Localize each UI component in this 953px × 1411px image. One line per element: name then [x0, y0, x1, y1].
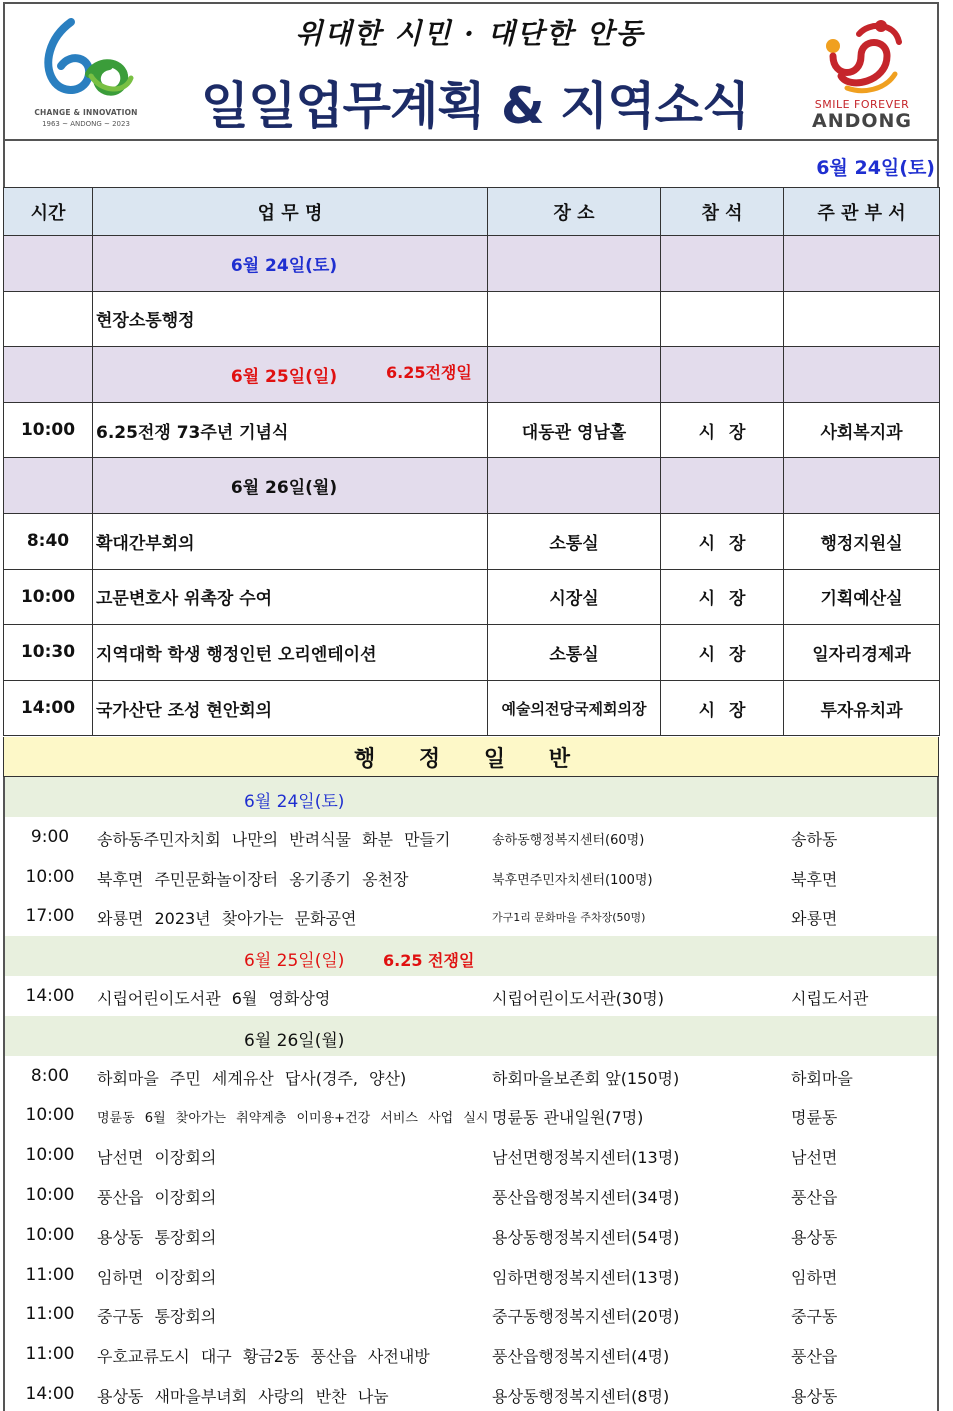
place-cell: 소통실 — [488, 625, 661, 681]
smile-andong-logo — [803, 16, 921, 134]
admin-dept: 임하면 — [791, 1267, 838, 1287]
list-item — [5, 1255, 937, 1295]
admin-task: 풍산읍 이장회의 — [97, 1188, 217, 1207]
slogan: 위대한 시민 · 대단한 안동 — [295, 17, 645, 50]
admin-task: 남선면 이장회의 — [97, 1148, 217, 1168]
column-header-place: 장 소 — [488, 188, 661, 236]
date-group-row — [4, 458, 940, 514]
admin-date-row — [5, 1016, 937, 1056]
admin-dept: 풍산읍 — [791, 1188, 838, 1207]
smile-logo-icon — [803, 16, 921, 96]
table-row — [4, 291, 940, 347]
admin-dept: 송하동 — [791, 829, 838, 849]
admin-time: 10:00 — [25, 1185, 75, 1205]
admin-time: 9:00 — [30, 826, 70, 847]
mayor-schedule-table — [3, 187, 940, 736]
list-item — [5, 1334, 937, 1374]
admin-task: 우호교류도시 대구 황금2동 풍산읍 사전내방 — [97, 1347, 430, 1367]
group-date: 6월 26일(월) — [230, 478, 338, 499]
admin-task: 임하면 이장회의 — [97, 1267, 217, 1287]
list-item — [5, 857, 937, 897]
date-cell — [93, 236, 488, 292]
date-cell — [93, 458, 488, 514]
logo-right-line1: SMILE FOREVER — [814, 98, 910, 111]
admin-place: 용상동행정복지센터(54명) — [492, 1227, 680, 1247]
time-cell — [4, 236, 93, 292]
list-item — [5, 817, 937, 857]
task-cell: 국가산단 조성 현안회의 — [93, 680, 488, 736]
logo-left-line1: CHANGE & INNOVATION — [34, 108, 138, 117]
task-cell: 지역대학 학생 행정인턴 오리엔테이션 — [93, 625, 488, 681]
dept-cell: 행정지원실 — [784, 513, 940, 569]
admin-time: 10:00 — [25, 866, 75, 887]
admin-task: 하회마을 주민 세계유산 답사(경주, 양산) — [97, 1068, 407, 1088]
list-item — [5, 1175, 937, 1215]
dept-cell: 사회복지과 — [784, 402, 940, 458]
attendee-cell: 시장 — [661, 402, 784, 458]
admin-section-title: 행 정 일 반 — [3, 737, 939, 777]
admin-dept: 하회마을 — [791, 1068, 853, 1088]
admin-date-row — [5, 777, 937, 817]
admin-date-row — [5, 936, 937, 976]
schedule-body — [4, 236, 940, 736]
group-note: 6.25전쟁일 — [386, 362, 472, 382]
task-cell: 현장소통행정 — [93, 291, 488, 347]
admin-place: 명륜동 관내일원(7명) — [492, 1108, 644, 1128]
admin-place: 임하면행정복지센터(13명) — [492, 1267, 680, 1287]
date-group-row — [4, 236, 940, 292]
dept-cell: 일자리경제과 — [784, 625, 940, 681]
admin-place: 송하동행정복지센터(60명) — [492, 832, 645, 848]
admin-time: 14:00 — [25, 986, 75, 1006]
list-item — [5, 1374, 937, 1411]
task-cell: 확대간부회의 — [93, 513, 488, 569]
document-header — [3, 2, 939, 141]
dept-cell — [784, 347, 940, 403]
admin-place: 용상동행정복지센터(8명) — [492, 1387, 670, 1406]
place-cell: 소통실 — [488, 513, 661, 569]
time-cell: 8:40 — [4, 513, 93, 569]
time-cell: 10:30 — [4, 625, 93, 681]
time-cell — [4, 291, 93, 347]
admin-task: 중구동 통장회의 — [97, 1307, 217, 1327]
admin-time: 10:00 — [25, 1105, 75, 1126]
time-cell: 14:00 — [4, 680, 93, 736]
group-date: 6월 25일(일) — [230, 366, 338, 387]
list-item — [5, 1294, 937, 1334]
admin-time: 14:00 — [25, 1384, 75, 1404]
list-item — [5, 1056, 937, 1096]
admin-task: 와룡면 2023년 찾아가는 문화공연 — [97, 909, 357, 929]
group-date: 6월 24일(토) — [230, 255, 338, 276]
table-row — [4, 402, 940, 458]
admin-time: 8:00 — [30, 1065, 70, 1086]
admin-group-date: 6월 25일(일) — [244, 951, 345, 972]
dept-cell — [784, 291, 940, 347]
attendee-cell — [661, 347, 784, 403]
place-cell — [488, 236, 661, 292]
place-cell — [488, 347, 661, 403]
table-row — [4, 513, 940, 569]
admin-task: 명륜동 6월 찾아가는 취약계층 이미용+건강 서비스 사업 실시 — [97, 1111, 489, 1127]
admin-place: 북후면주민자치센터(100명) — [492, 872, 653, 888]
column-header-dept: 주 관 부 서 — [784, 188, 940, 236]
column-header-time: 시간 — [4, 188, 93, 236]
column-header-task: 업 무 명 — [93, 188, 488, 236]
admin-time: 17:00 — [25, 906, 75, 927]
dept-cell — [784, 236, 940, 292]
report-date: 6월 24일(토) — [816, 157, 935, 179]
dept-cell: 기획예산실 — [784, 569, 940, 625]
list-item — [5, 1095, 937, 1135]
attendee-cell — [661, 458, 784, 514]
date-cell — [93, 347, 488, 403]
list-item — [5, 976, 937, 1016]
task-cell: 고문변호사 위촉장 수여 — [93, 569, 488, 625]
report-date-bar — [3, 141, 939, 187]
sixty-logo-icon — [31, 14, 141, 106]
time-cell: 10:00 — [4, 569, 93, 625]
place-cell: 예술의전당국제회의장 — [488, 680, 661, 736]
admin-task: 용상동 새마을부녀회 사랑의 반찬 나눔 — [97, 1387, 389, 1406]
admin-dept: 북후면 — [791, 869, 838, 889]
task-cell: 6.25전쟁 73주년 기념식 — [93, 402, 488, 458]
table-row — [4, 625, 940, 681]
admin-group-note: 6.25 전쟁일 — [383, 951, 475, 971]
column-header-attendee: 참 석 — [661, 188, 784, 236]
table-row — [4, 569, 940, 625]
dept-cell: 투자유치과 — [784, 680, 940, 736]
list-item — [5, 896, 937, 936]
attendee-cell: 시장 — [661, 625, 784, 681]
attendee-cell: 시장 — [661, 513, 784, 569]
time-cell — [4, 347, 93, 403]
admin-dept: 시립도서관 — [791, 989, 869, 1008]
attendee-cell: 시장 — [661, 680, 784, 736]
dept-cell — [784, 458, 940, 514]
table-header-row — [4, 188, 940, 236]
list-item — [5, 1215, 937, 1255]
admin-place: 풍산읍행정복지센터(34명) — [492, 1188, 680, 1207]
admin-group-date: 6월 24일(토) — [244, 792, 345, 812]
date-group-row — [4, 347, 940, 403]
admin-time: 10:00 — [25, 1224, 75, 1245]
place-cell: 대동관 영남홀 — [488, 402, 661, 458]
admin-place: 가구1리 문화마을 주차장(50명) — [492, 911, 646, 925]
sixty-anniversary-logo — [31, 14, 141, 132]
admin-time: 11:00 — [25, 1344, 75, 1365]
admin-task: 용상동 통장회의 — [97, 1227, 217, 1247]
admin-place: 하회마을보존회 앞(150명) — [492, 1068, 680, 1088]
admin-place: 풍산읍행정복지센터(4명) — [492, 1347, 670, 1367]
logo-left-line2: 1963 ~ ANDONG ~ 2023 — [42, 120, 130, 128]
admin-place: 시립어린이도서관(30명) — [492, 989, 664, 1008]
place-cell — [488, 458, 661, 514]
admin-time: 10:00 — [25, 1145, 75, 1166]
admin-dept: 남선면 — [791, 1148, 838, 1168]
list-item — [5, 1135, 937, 1175]
admin-time: 11:00 — [25, 1304, 75, 1325]
page-title: 일일업무계획 & 지역소식 — [200, 77, 750, 135]
place-cell: 시장실 — [488, 569, 661, 625]
admin-dept: 와룡면 — [791, 909, 838, 929]
admin-dept: 용상동 — [791, 1387, 838, 1406]
time-cell: 10:00 — [4, 402, 93, 458]
admin-place: 중구동행정복지센터(20명) — [492, 1307, 680, 1327]
admin-dept: 풍산읍 — [791, 1347, 838, 1367]
admin-dept: 명륜동 — [791, 1108, 838, 1128]
place-cell — [488, 291, 661, 347]
admin-time: 11:00 — [25, 1264, 75, 1285]
admin-task: 북후면 주민문화놀이장터 옹기종기 옹천장 — [97, 869, 409, 889]
admin-task: 송하동주민자치회 나만의 반려식물 화분 만들기 — [97, 829, 451, 849]
admin-section-list — [3, 777, 939, 1411]
admin-dept: 중구동 — [791, 1307, 838, 1327]
attendee-cell — [661, 236, 784, 292]
table-row — [4, 680, 940, 736]
admin-place: 남선면행정복지센터(13명) — [492, 1148, 680, 1168]
logo-right-line2: ANDONG — [811, 110, 913, 132]
attendee-cell: 시장 — [661, 569, 784, 625]
time-cell — [4, 458, 93, 514]
admin-dept: 용상동 — [791, 1227, 838, 1247]
attendee-cell — [661, 291, 784, 347]
admin-group-date: 6월 26일(월) — [244, 1030, 345, 1051]
admin-task: 시립어린이도서관 6월 영화상영 — [97, 989, 331, 1008]
